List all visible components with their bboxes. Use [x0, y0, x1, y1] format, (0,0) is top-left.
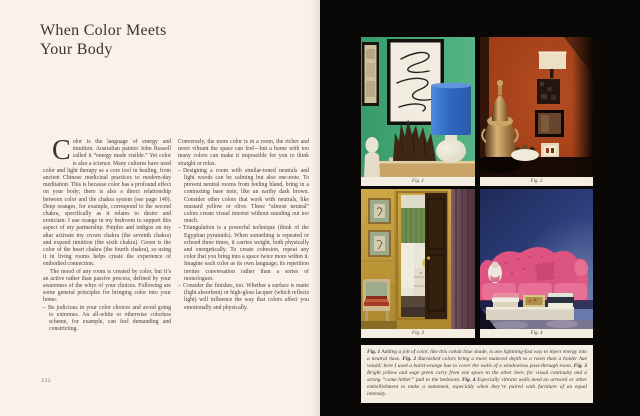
small-cream-frame — [541, 143, 559, 158]
bullet-triangulation — [178, 225, 309, 283]
caption-fig1-label: Fig. 1 — [367, 349, 381, 355]
conversely-paragraph: Conversely, the more color is in a room, the richer and more vibrant the space can feel—but a home with too many colors can make it impossible for you to think straight or relax. — [178, 139, 309, 167]
figure-2-photo — [480, 37, 593, 186]
photo-grid — [361, 37, 593, 338]
plum-curtain — [451, 189, 475, 329]
pink-sofa-illustration — [480, 189, 593, 329]
figure-3-photo — [361, 189, 475, 338]
rug-highlight — [546, 320, 578, 328]
baseboard — [361, 321, 397, 329]
figure-3-label-text: Fig. 3 — [412, 331, 424, 336]
intro-paragraph — [43, 135, 171, 269]
bullet-judicious — [43, 305, 171, 334]
framed-art-left — [362, 42, 379, 106]
figure-1-label-text: Fig. 1 — [412, 179, 424, 184]
page-number: 232 — [41, 378, 52, 384]
green-room-illustration — [361, 37, 475, 177]
caption-fig3-text: Bright yellow and sage green carry from one space to the other here, for visual continuity and a strong “come hither” pull to the bedroom. — [367, 370, 587, 383]
bullet-finishes-text: Consider the finishes, too. Whether a surface is matte (light absorbent) or high-gloss lacquer (which reflects light) will influence the way that colors affect you emotionally and physically. — [183, 283, 309, 311]
bullet-marker: – — [178, 283, 181, 290]
cobalt-lamp — [431, 83, 471, 163]
figure-4-label — [480, 329, 593, 338]
figure-caption-box — [361, 345, 593, 403]
figure-1-label — [361, 177, 475, 186]
caption-fig3-label: Fig. 3 — [573, 363, 587, 369]
framed-picture — [535, 110, 564, 137]
figure-caption — [367, 349, 587, 398]
figure-1-photo — [361, 37, 475, 186]
caption-fig2-text: Burnished colors bring a more nuanced depth to a room than a bolder hue would; here I used a burnt-orange hue to cover the walls of a windowless pass-through room. — [367, 356, 587, 369]
rust-room-illustration — [480, 37, 593, 177]
caption-fig4-label: Fig. 4 — [461, 377, 476, 383]
figure-4-photo — [480, 189, 593, 338]
bullet-marker: – — [178, 167, 181, 174]
text-column-2 — [178, 139, 309, 312]
right-page — [320, 0, 640, 416]
figure-2-label — [480, 177, 593, 186]
bullet-neutrals — [178, 168, 309, 226]
figure-2-label-text: Fig. 2 — [530, 179, 543, 184]
bullet-neutrals-text: Designing a room with similar-toned neutrals and light woods can be calming but also one-note. To prevent neutral rooms from feeling bland, bring in a contrasting base note, like an earthy dark brown. Consider other colors that work with neutrals, like mustard yellow or olive. These “almost neutral” colors create visual interest without standing out too much. — [183, 167, 309, 225]
title-line-2: Your Body — [40, 40, 113, 58]
open-door — [425, 193, 447, 319]
title-line-1: When Color Meets — [40, 22, 167, 39]
coffee-table-books — [486, 293, 574, 320]
intro-paragraph-text: olor is the language of energy and intuition. Australian painter John Russell called it “energy made visible.” Yet color is also a science. Many cultures have used color and light therapy as a core tool in healing, from ancient Chinese medicinal practices to modern-day meditation. This is because color has a profound effect on your body; there is also a direct relationship between color and the chakra system (see page 140). Deep oranges, for example, correspond to the second chakra, specifically as it relates to desire and eroticism: I use orange in my bedroom to support this aspect of my partnership. Purples and indigos on my altar activate my crown chakra (the seventh chakra) and expand intuition (the sixth chakra). Green is the color of the heart chakra (the fourth chakra), so using it in living rooms helps create the experience of embodied connection. — [43, 139, 171, 268]
caption-fig1-text: Adding a jolt of color, like this cobalt blue shade, is one lightning-fast way to inject energy into a neutral base. — [367, 349, 587, 362]
bullet-finishes — [178, 283, 309, 312]
caption-fig2-label: Fig. 2 — [402, 356, 417, 362]
figure-4-label-text: Fig. 4 — [530, 331, 543, 336]
bullet-marker: – — [178, 225, 181, 232]
caption-fig4-text: Especially vibrant walls need no artwork or other embellishment to make a statement, especially when they’re paired with furniture of an equal intensity. — [367, 377, 587, 397]
drop-cap: C — [52, 135, 71, 166]
bullet-marker: – — [43, 304, 46, 311]
plaster-bust — [364, 137, 380, 177]
right-shadow — [572, 37, 593, 177]
page-title — [40, 22, 167, 59]
text-column-1 — [43, 135, 171, 333]
bullet-judicious-text: Be judicious in your color choices and avoid going to extremes. An all-white or otherwise colorless scheme, for example, can feel demanding and constricting. — [48, 304, 171, 333]
bullet-triangulation-text: Triangulation is a powerful technique (think of the Egyptian pyramids). When something is repeated or echoed three times, it carries weight, both physically and energetically. To create cohesion, repeat any color that you bring into a space twice more within it. Imagine each color as its own language; its repetition invites conversation rather than a series of monologues. — [183, 225, 309, 282]
mood-paragraph: The mood of any room is created by color, but it’s an active rather than passive process, defined by your awareness of the whys of your choices. Following are some general principles for bringing color into your home. — [43, 268, 171, 304]
yellow-room-illustration — [361, 189, 475, 329]
dark-hanging-art — [537, 79, 560, 104]
figure-3-label — [361, 329, 475, 338]
rug-highlight — [492, 321, 528, 329]
